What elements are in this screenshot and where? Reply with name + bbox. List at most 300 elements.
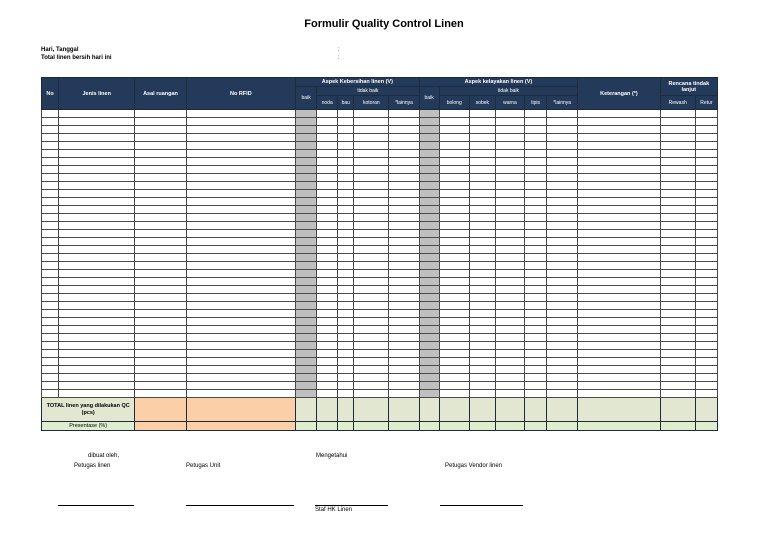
table-cell[interactable]: [660, 302, 695, 310]
table-cell[interactable]: [338, 326, 354, 334]
table-cell[interactable]: [59, 318, 135, 326]
table-cell[interactable]: [338, 310, 354, 318]
table-cell[interactable]: [578, 222, 660, 230]
table-cell[interactable]: [296, 238, 317, 246]
table-cell[interactable]: [695, 286, 717, 294]
table-cell[interactable]: [469, 206, 495, 214]
table-cell[interactable]: [660, 158, 695, 166]
percentage-cell[interactable]: [135, 422, 186, 431]
table-cell[interactable]: [338, 286, 354, 294]
table-cell[interactable]: [469, 318, 495, 326]
table-cell[interactable]: [695, 118, 717, 126]
table-cell[interactable]: [495, 134, 524, 142]
table-cell[interactable]: [186, 238, 295, 246]
table-cell[interactable]: [42, 238, 59, 246]
total-cell[interactable]: [317, 398, 338, 422]
table-cell[interactable]: [59, 166, 135, 174]
table-cell[interactable]: [525, 334, 547, 342]
table-cell[interactable]: [469, 286, 495, 294]
table-cell[interactable]: [495, 278, 524, 286]
table-cell[interactable]: [439, 166, 469, 174]
table-cell[interactable]: [186, 110, 295, 118]
table-cell[interactable]: [42, 214, 59, 222]
table-cell[interactable]: [695, 230, 717, 238]
table-cell[interactable]: [660, 238, 695, 246]
table-cell[interactable]: [578, 174, 660, 182]
table-cell[interactable]: [135, 358, 186, 366]
table-cell[interactable]: [495, 206, 524, 214]
table-cell[interactable]: [135, 326, 186, 334]
table-cell[interactable]: [42, 126, 59, 134]
table-cell[interactable]: [186, 134, 295, 142]
table-cell[interactable]: [135, 286, 186, 294]
table-cell[interactable]: [135, 390, 186, 398]
table-cell[interactable]: [42, 382, 59, 390]
table-cell[interactable]: [578, 126, 660, 134]
table-cell[interactable]: [578, 374, 660, 382]
table-cell[interactable]: [42, 342, 59, 350]
table-cell[interactable]: [439, 254, 469, 262]
table-cell[interactable]: [495, 310, 524, 318]
table-cell[interactable]: [469, 158, 495, 166]
table-cell[interactable]: [578, 310, 660, 318]
table-cell[interactable]: [42, 310, 59, 318]
table-cell[interactable]: [42, 262, 59, 270]
table-cell[interactable]: [660, 110, 695, 118]
table-cell[interactable]: [135, 150, 186, 158]
table-cell[interactable]: [469, 214, 495, 222]
table-cell[interactable]: [135, 318, 186, 326]
table-cell[interactable]: [525, 302, 547, 310]
table-cell[interactable]: [338, 254, 354, 262]
table-cell[interactable]: [389, 374, 419, 382]
table-cell[interactable]: [59, 142, 135, 150]
percentage-cell[interactable]: [338, 422, 354, 431]
table-cell[interactable]: [389, 358, 419, 366]
table-cell[interactable]: [578, 294, 660, 302]
table-cell[interactable]: [135, 118, 186, 126]
table-cell[interactable]: [439, 382, 469, 390]
table-cell[interactable]: [317, 134, 338, 142]
table-cell[interactable]: [495, 238, 524, 246]
table-cell[interactable]: [389, 142, 419, 150]
table-cell[interactable]: [525, 326, 547, 334]
table-cell[interactable]: [186, 198, 295, 206]
table-cell[interactable]: [469, 166, 495, 174]
table-cell[interactable]: [547, 286, 578, 294]
table-cell[interactable]: [495, 158, 524, 166]
table-cell[interactable]: [439, 310, 469, 318]
table-cell[interactable]: [439, 318, 469, 326]
table-cell[interactable]: [525, 382, 547, 390]
table-cell[interactable]: [525, 126, 547, 134]
table-cell[interactable]: [389, 118, 419, 126]
table-cell[interactable]: [660, 294, 695, 302]
table-cell[interactable]: [419, 270, 439, 278]
table-cell[interactable]: [354, 150, 389, 158]
table-cell[interactable]: [338, 182, 354, 190]
table-cell[interactable]: [578, 342, 660, 350]
table-cell[interactable]: [525, 230, 547, 238]
total-cell[interactable]: [660, 398, 695, 422]
table-cell[interactable]: [660, 246, 695, 254]
table-cell[interactable]: [186, 230, 295, 238]
table-cell[interactable]: [317, 142, 338, 150]
table-cell[interactable]: [317, 358, 338, 366]
table-cell[interactable]: [439, 118, 469, 126]
table-cell[interactable]: [439, 158, 469, 166]
table-cell[interactable]: [469, 390, 495, 398]
table-cell[interactable]: [317, 230, 338, 238]
table-cell[interactable]: [525, 134, 547, 142]
table-cell[interactable]: [42, 110, 59, 118]
table-cell[interactable]: [578, 206, 660, 214]
table-cell[interactable]: [578, 246, 660, 254]
table-cell[interactable]: [469, 142, 495, 150]
table-cell[interactable]: [578, 142, 660, 150]
table-cell[interactable]: [338, 374, 354, 382]
table-cell[interactable]: [578, 214, 660, 222]
table-cell[interactable]: [354, 174, 389, 182]
table-cell[interactable]: [389, 262, 419, 270]
table-cell[interactable]: [439, 246, 469, 254]
table-cell[interactable]: [525, 262, 547, 270]
table-cell[interactable]: [186, 294, 295, 302]
table-cell[interactable]: [495, 358, 524, 366]
table-cell[interactable]: [695, 182, 717, 190]
table-cell[interactable]: [186, 190, 295, 198]
table-cell[interactable]: [578, 190, 660, 198]
table-cell[interactable]: [695, 318, 717, 326]
table-cell[interactable]: [660, 206, 695, 214]
table-cell[interactable]: [354, 294, 389, 302]
table-cell[interactable]: [186, 366, 295, 374]
table-cell[interactable]: [660, 374, 695, 382]
table-cell[interactable]: [469, 270, 495, 278]
table-cell[interactable]: [135, 182, 186, 190]
table-cell[interactable]: [495, 382, 524, 390]
table-cell[interactable]: [525, 110, 547, 118]
table-cell[interactable]: [389, 238, 419, 246]
table-cell[interactable]: [317, 286, 338, 294]
table-cell[interactable]: [186, 302, 295, 310]
table-cell[interactable]: [525, 222, 547, 230]
table-cell[interactable]: [419, 198, 439, 206]
table-cell[interactable]: [296, 270, 317, 278]
table-cell[interactable]: [354, 270, 389, 278]
table-cell[interactable]: [695, 334, 717, 342]
table-cell[interactable]: [317, 254, 338, 262]
table-cell[interactable]: [439, 270, 469, 278]
table-cell[interactable]: [525, 374, 547, 382]
table-cell[interactable]: [135, 310, 186, 318]
table-cell[interactable]: [389, 270, 419, 278]
table-cell[interactable]: [59, 342, 135, 350]
table-cell[interactable]: [338, 270, 354, 278]
table-cell[interactable]: [419, 342, 439, 350]
table-cell[interactable]: [135, 206, 186, 214]
table-cell[interactable]: [59, 366, 135, 374]
table-cell[interactable]: [296, 190, 317, 198]
table-cell[interactable]: [547, 390, 578, 398]
table-cell[interactable]: [317, 110, 338, 118]
table-cell[interactable]: [296, 254, 317, 262]
table-cell[interactable]: [338, 238, 354, 246]
table-cell[interactable]: [419, 118, 439, 126]
table-cell[interactable]: [469, 198, 495, 206]
table-cell[interactable]: [525, 214, 547, 222]
table-cell[interactable]: [389, 310, 419, 318]
table-cell[interactable]: [354, 198, 389, 206]
table-cell[interactable]: [296, 118, 317, 126]
table-cell[interactable]: [354, 374, 389, 382]
table-cell[interactable]: [439, 390, 469, 398]
table-cell[interactable]: [296, 302, 317, 310]
table-cell[interactable]: [525, 278, 547, 286]
table-cell[interactable]: [42, 166, 59, 174]
table-cell[interactable]: [469, 278, 495, 286]
table-cell[interactable]: [135, 366, 186, 374]
table-cell[interactable]: [525, 238, 547, 246]
table-cell[interactable]: [317, 326, 338, 334]
table-cell[interactable]: [695, 166, 717, 174]
table-cell[interactable]: [42, 366, 59, 374]
table-cell[interactable]: [439, 374, 469, 382]
table-cell[interactable]: [495, 390, 524, 398]
table-cell[interactable]: [42, 286, 59, 294]
table-cell[interactable]: [439, 222, 469, 230]
table-cell[interactable]: [578, 358, 660, 366]
table-cell[interactable]: [389, 278, 419, 286]
table-cell[interactable]: [42, 174, 59, 182]
table-cell[interactable]: [354, 190, 389, 198]
table-cell[interactable]: [547, 374, 578, 382]
table-cell[interactable]: [135, 110, 186, 118]
table-cell[interactable]: [338, 358, 354, 366]
table-cell[interactable]: [42, 150, 59, 158]
table-cell[interactable]: [354, 366, 389, 374]
table-cell[interactable]: [42, 182, 59, 190]
table-cell[interactable]: [695, 278, 717, 286]
table-cell[interactable]: [59, 126, 135, 134]
table-cell[interactable]: [317, 318, 338, 326]
table-cell[interactable]: [578, 158, 660, 166]
table-cell[interactable]: [695, 150, 717, 158]
table-cell[interactable]: [525, 150, 547, 158]
table-cell[interactable]: [59, 110, 135, 118]
table-cell[interactable]: [419, 286, 439, 294]
table-cell[interactable]: [469, 294, 495, 302]
table-cell[interactable]: [525, 310, 547, 318]
table-cell[interactable]: [317, 198, 338, 206]
table-cell[interactable]: [525, 342, 547, 350]
percentage-cell[interactable]: [389, 422, 419, 431]
table-cell[interactable]: [59, 270, 135, 278]
table-cell[interactable]: [389, 190, 419, 198]
table-cell[interactable]: [389, 206, 419, 214]
table-cell[interactable]: [338, 230, 354, 238]
table-cell[interactable]: [59, 198, 135, 206]
table-cell[interactable]: [547, 238, 578, 246]
table-cell[interactable]: [419, 126, 439, 134]
table-cell[interactable]: [354, 358, 389, 366]
table-cell[interactable]: [469, 110, 495, 118]
table-cell[interactable]: [59, 326, 135, 334]
table-cell[interactable]: [59, 214, 135, 222]
table-cell[interactable]: [695, 390, 717, 398]
table-cell[interactable]: [695, 126, 717, 134]
table-cell[interactable]: [296, 326, 317, 334]
table-cell[interactable]: [469, 174, 495, 182]
table-cell[interactable]: [317, 278, 338, 286]
table-cell[interactable]: [354, 334, 389, 342]
table-cell[interactable]: [186, 310, 295, 318]
table-cell[interactable]: [338, 390, 354, 398]
table-cell[interactable]: [135, 294, 186, 302]
percentage-cell[interactable]: [317, 422, 338, 431]
table-cell[interactable]: [59, 302, 135, 310]
table-cell[interactable]: [469, 134, 495, 142]
table-cell[interactable]: [338, 134, 354, 142]
table-cell[interactable]: [338, 334, 354, 342]
table-cell[interactable]: [317, 262, 338, 270]
table-cell[interactable]: [547, 126, 578, 134]
table-cell[interactable]: [354, 126, 389, 134]
table-cell[interactable]: [525, 318, 547, 326]
table-cell[interactable]: [695, 350, 717, 358]
table-cell[interactable]: [296, 158, 317, 166]
table-cell[interactable]: [547, 294, 578, 302]
table-cell[interactable]: [495, 286, 524, 294]
table-cell[interactable]: [695, 246, 717, 254]
table-cell[interactable]: [296, 310, 317, 318]
table-cell[interactable]: [296, 222, 317, 230]
table-cell[interactable]: [495, 270, 524, 278]
table-cell[interactable]: [389, 390, 419, 398]
total-cell[interactable]: [389, 398, 419, 422]
table-cell[interactable]: [695, 374, 717, 382]
table-cell[interactable]: [59, 262, 135, 270]
total-cell[interactable]: [186, 398, 295, 422]
total-cell[interactable]: [547, 398, 578, 422]
table-cell[interactable]: [389, 350, 419, 358]
table-cell[interactable]: [389, 158, 419, 166]
table-cell[interactable]: [660, 326, 695, 334]
table-cell[interactable]: [389, 246, 419, 254]
table-cell[interactable]: [186, 262, 295, 270]
table-cell[interactable]: [296, 278, 317, 286]
table-cell[interactable]: [525, 246, 547, 254]
total-cell[interactable]: [135, 398, 186, 422]
table-cell[interactable]: [135, 230, 186, 238]
table-cell[interactable]: [186, 254, 295, 262]
table-cell[interactable]: [389, 366, 419, 374]
table-cell[interactable]: [135, 174, 186, 182]
table-cell[interactable]: [354, 118, 389, 126]
total-cell[interactable]: [525, 398, 547, 422]
table-cell[interactable]: [317, 382, 338, 390]
table-cell[interactable]: [547, 382, 578, 390]
table-cell[interactable]: [578, 198, 660, 206]
table-cell[interactable]: [547, 190, 578, 198]
table-cell[interactable]: [695, 134, 717, 142]
table-cell[interactable]: [469, 190, 495, 198]
table-cell[interactable]: [660, 254, 695, 262]
table-cell[interactable]: [695, 302, 717, 310]
total-cell[interactable]: [439, 398, 469, 422]
table-cell[interactable]: [695, 310, 717, 318]
table-cell[interactable]: [389, 286, 419, 294]
table-cell[interactable]: [419, 310, 439, 318]
table-cell[interactable]: [42, 358, 59, 366]
table-cell[interactable]: [439, 294, 469, 302]
table-cell[interactable]: [338, 246, 354, 254]
table-cell[interactable]: [42, 374, 59, 382]
table-cell[interactable]: [59, 334, 135, 342]
table-cell[interactable]: [354, 158, 389, 166]
table-cell[interactable]: [525, 350, 547, 358]
table-cell[interactable]: [695, 254, 717, 262]
table-cell[interactable]: [186, 350, 295, 358]
table-cell[interactable]: [439, 302, 469, 310]
table-cell[interactable]: [525, 206, 547, 214]
table-cell[interactable]: [317, 206, 338, 214]
percentage-cell[interactable]: [186, 422, 295, 431]
table-cell[interactable]: [439, 358, 469, 366]
table-cell[interactable]: [338, 174, 354, 182]
table-cell[interactable]: [42, 230, 59, 238]
table-cell[interactable]: [439, 230, 469, 238]
table-cell[interactable]: [695, 366, 717, 374]
table-cell[interactable]: [439, 182, 469, 190]
table-cell[interactable]: [296, 166, 317, 174]
table-cell[interactable]: [59, 382, 135, 390]
table-cell[interactable]: [296, 126, 317, 134]
table-cell[interactable]: [186, 126, 295, 134]
table-cell[interactable]: [695, 158, 717, 166]
table-cell[interactable]: [660, 198, 695, 206]
table-cell[interactable]: [660, 142, 695, 150]
table-cell[interactable]: [59, 158, 135, 166]
table-cell[interactable]: [42, 294, 59, 302]
table-cell[interactable]: [419, 302, 439, 310]
table-cell[interactable]: [495, 214, 524, 222]
table-cell[interactable]: [186, 246, 295, 254]
table-cell[interactable]: [525, 118, 547, 126]
table-cell[interactable]: [469, 222, 495, 230]
table-cell[interactable]: [547, 174, 578, 182]
table-cell[interactable]: [578, 110, 660, 118]
table-cell[interactable]: [59, 246, 135, 254]
table-cell[interactable]: [186, 318, 295, 326]
table-cell[interactable]: [695, 262, 717, 270]
table-cell[interactable]: [338, 214, 354, 222]
table-cell[interactable]: [419, 214, 439, 222]
table-cell[interactable]: [59, 182, 135, 190]
table-cell[interactable]: [338, 318, 354, 326]
total-cell[interactable]: [354, 398, 389, 422]
table-cell[interactable]: [59, 390, 135, 398]
table-cell[interactable]: [547, 166, 578, 174]
table-cell[interactable]: [439, 198, 469, 206]
table-cell[interactable]: [59, 222, 135, 230]
table-cell[interactable]: [547, 230, 578, 238]
table-cell[interactable]: [296, 294, 317, 302]
table-cell[interactable]: [469, 230, 495, 238]
table-cell[interactable]: [59, 358, 135, 366]
table-cell[interactable]: [419, 350, 439, 358]
table-cell[interactable]: [660, 390, 695, 398]
